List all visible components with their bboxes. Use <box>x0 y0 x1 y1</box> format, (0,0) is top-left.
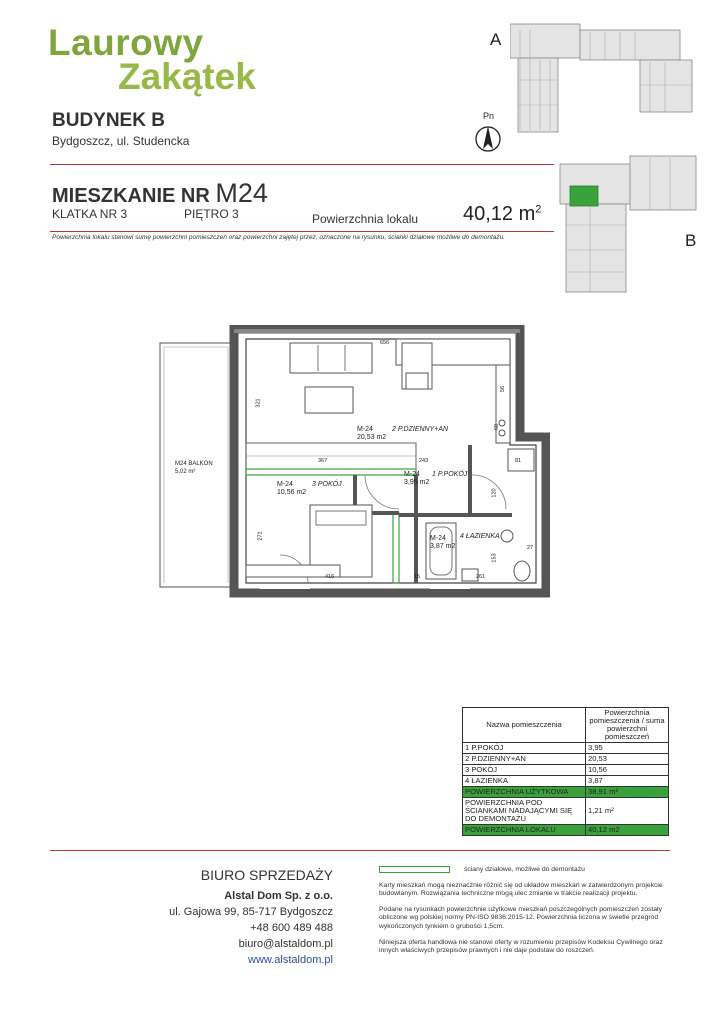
apartment-title <box>52 178 268 209</box>
key-plan-label-b: B <box>685 231 697 250</box>
room-living-name: 2 P.DZIENNY+AN <box>392 426 449 433</box>
room-hall-name: 1 P.POKÓJ <box>432 471 468 478</box>
disclaimer-text: Podane na rysunkach powierzchnie użytkowe mieszkań poszczególnych pomieszczeń zostały obliczone wg polskiej normy PN-ISO 9836:2015-12. Powierzchnia liczona w świetle przegród wykończonych tynkiem o grubości 1,5cm. <box>379 906 662 930</box>
staircase-label: KLATKA NR 3 <box>52 207 128 221</box>
area-label: Powierzchnia lokalu <box>312 212 419 226</box>
table-row-usable-area <box>463 786 669 797</box>
title-divider <box>50 231 554 232</box>
room-hall-unit: M-24 <box>404 471 420 478</box>
sales-office-title: BIURO SPRZEDAŻY <box>200 867 333 883</box>
dim-label: 367 <box>318 458 328 464</box>
table-cell-name: 4 ŁAZIENKA <box>463 775 586 786</box>
table-header-area: Powierzchnia pomieszczenia / suma powierzchni pomieszczeń <box>586 708 669 743</box>
table-row <box>463 775 669 786</box>
room-bathroom-name: 4 ŁAZIENKA <box>460 533 500 540</box>
floor-label: PIĘTRO 3 <box>184 207 239 221</box>
dim-label: 15 <box>414 574 421 580</box>
table-cell-name: POWIERZCHNIA LOKALU <box>463 824 586 835</box>
area-value: 40,12 $m^2$ <box>463 203 542 225</box>
table-row <box>463 797 669 824</box>
key-plan-label-a: A <box>490 30 502 49</box>
disclaimers <box>379 882 669 963</box>
dim-label: 56 <box>500 385 507 393</box>
header-divider <box>50 164 554 165</box>
table-cell-name: 1 P.POKÓJ <box>463 742 586 753</box>
table-cell-value: 1,21 m² <box>586 797 669 824</box>
dim-label: 271 <box>257 531 264 541</box>
sales-office <box>169 867 333 969</box>
table-row-total-area <box>463 824 669 835</box>
key-plan-image <box>510 20 700 298</box>
sales-office-email[interactable]: biuro@alstaldom.pl <box>238 937 333 950</box>
room-living-area: 20,53 m2 <box>357 434 387 441</box>
compass-label: Pn <box>483 111 495 121</box>
apartment-title-prefix: MIESZKANIE NR <box>52 185 210 207</box>
table-row <box>463 764 669 775</box>
dim-label: 81 <box>515 458 522 464</box>
table-cell-name: POWIERZCHNIA UŻYTKOWA <box>463 786 586 797</box>
table-header-name: Nazwa pomieszczenia <box>463 708 586 743</box>
table-cell-value: 40,12 m2 <box>586 824 669 835</box>
table-cell-value: 3,87 <box>586 775 669 786</box>
table-cell-value: 3,95 <box>586 742 669 753</box>
table-cell-name: 3 POKÓJ <box>463 764 586 775</box>
table-cell-value: 38,91 m² <box>586 786 669 797</box>
sales-office-company: Alstal Dom Sp. z o.o. <box>224 890 333 902</box>
balcony-name: M24 BALKON <box>175 461 213 467</box>
room-bedroom-area: 10,56 m2 <box>277 489 307 496</box>
logo-text-line1: Laurowy <box>48 22 204 63</box>
room-bedroom-unit: M-24 <box>277 481 293 488</box>
sales-office-address: ul. Gajowa 99, 85-717 Bydgoszcz <box>169 905 333 918</box>
table-cell-name: 2 P.DZIENNY+AN <box>463 753 586 764</box>
dim-label: 27 <box>527 545 534 551</box>
balcony-area: 5,02 m² <box>175 469 196 475</box>
room-bathroom-unit: M-24 <box>430 535 446 542</box>
area-note: Powierzchnia lokalu stanowi sumę powierzchni pomieszczeń oraz powierzchni zajętej przez, oznaczone na rysunku, ścianki działowe możliwe do demontażu. <box>52 234 506 241</box>
table-cell-name: POWIERZCHNIA POD ŚCIANKAMI NADAJĄCYMI SIĘ DO DEMONTAŻU <box>463 797 586 824</box>
disclaimer-text: Karty mieszkań mogą nieznacznie różnić się od układów mieszkań w zatwierdzonym projekcie budowlanym. Rozwiązania techniczne mogą ulec zmianie w trakcie realizacji projektu. <box>379 882 663 898</box>
table-cell-value: 10,56 <box>586 764 669 775</box>
rooms-table <box>462 707 669 836</box>
footer-divider <box>50 850 670 851</box>
table-row <box>463 753 669 764</box>
north-arrow-icon <box>474 124 502 154</box>
dim-label: 243 <box>419 458 429 464</box>
dim-label: 416 <box>325 574 335 580</box>
room-bedroom-name: 3 POKÓJ <box>312 481 342 488</box>
table-cell-value: 20,53 <box>586 753 669 764</box>
dim-label: 153 <box>491 553 498 563</box>
room-bathroom-area: 3,87 m2 <box>430 543 456 550</box>
apartment-number: M24 <box>215 178 268 208</box>
table-row <box>463 742 669 753</box>
dim-label: 261 <box>476 574 486 580</box>
table-header-row <box>463 708 669 743</box>
dim-label: 321 <box>255 398 262 408</box>
dim-label: 60 <box>494 423 501 431</box>
logo-text-line2: Zakątek <box>118 56 256 97</box>
room-hall-area: 3,95 m2 <box>404 479 430 486</box>
legend-demountable-wall-text: ściany działowe, możliwe do demontażu <box>464 866 585 873</box>
sales-office-website[interactable]: www.alstaldom.pl <box>248 953 333 966</box>
room-living-unit: M-24 <box>357 426 373 433</box>
legend-demountable-wall-swatch <box>379 866 450 873</box>
dim-label: 120 <box>491 488 498 498</box>
disclaimer-text: Niniejsza oferta handlowa nie stanowi oferty w rozumieniu przepisów Kodeksu Cywilnego oraz innych właściwych przepisów prawnych i nie daje podstaw do roszczeń. <box>379 938 663 954</box>
building-address: Bydgoszcz, ul. Studencka <box>52 134 190 148</box>
sales-office-phone[interactable]: +48 600 489 488 <box>250 921 333 934</box>
building-title: BUDYNEK B <box>52 110 165 131</box>
dim-label: 656 <box>380 340 390 346</box>
